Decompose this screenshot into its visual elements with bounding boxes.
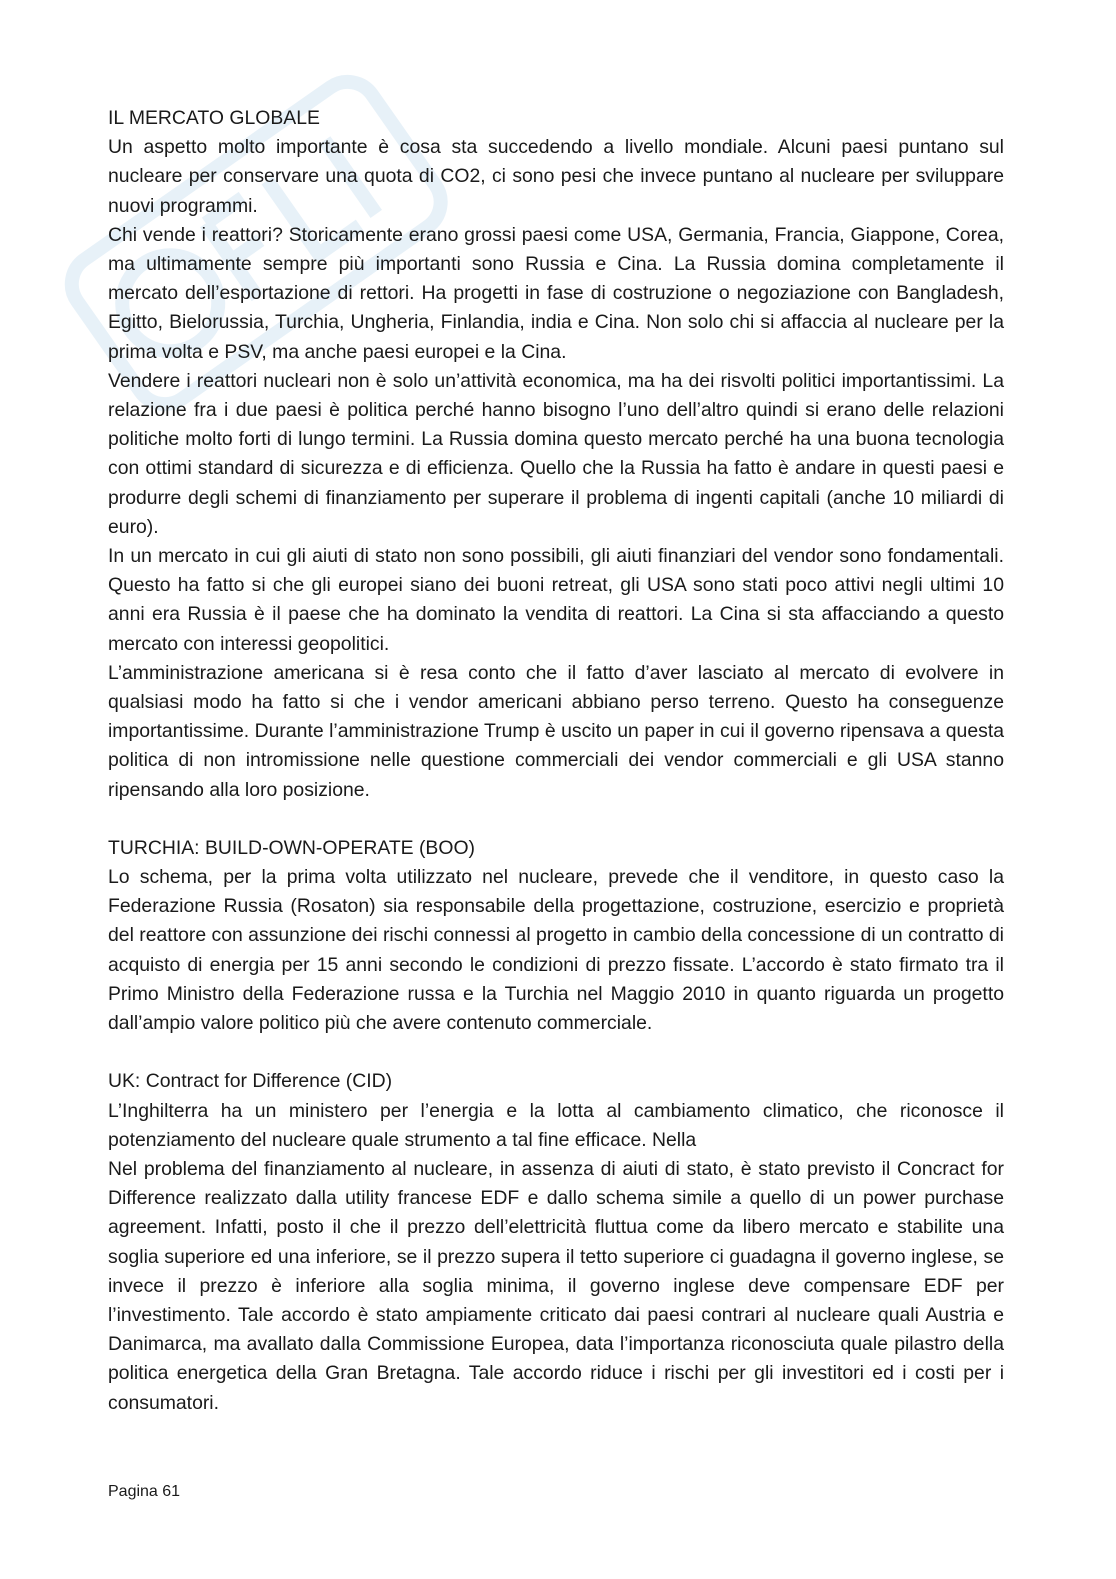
section-mercato-globale: [108, 104, 1004, 805]
section-heading: IL MERCATO GLOBALE: [108, 107, 320, 129]
document-body: [108, 104, 1004, 1418]
section-heading: TURCHIA: BUILD-OWN-OPERATE (BOO): [108, 836, 475, 859]
paragraph: Nel problema del finanziamento al nucleare, in assenza di aiuti di stato, è stato previsto il Concract for Difference realizzato dalla utility francese EDF e dallo schema simile a quello di un power purchase agreement. Infatti, posto il che il prezzo dell’elettricità fluttua come da libero mercato e stabilite una soglia superiore ed una inferiore, se il prezzo supera il tetto superiore ci guadagna il governo inglese, se invece il prezzo è inferiore alla soglia minima, il governo inglese deve compensare EDF per l’investimento. Tale accordo è stato ampiamente criticato dai paesi contrari al nucleare quali Austria e Danimarca, ma avallato dalla Commissione Europea, data l’importanza riconosciuta quale pilastro della politica energetica della Gran Bretagna. Tale accordo riduce i rischi per gli investitori ed i costi per i consumatori.: [108, 1157, 1004, 1414]
paragraph: Chi vende i reattori? Storicamente erano grossi paesi come USA, Germania, Francia, Giappone, Corea, ma ultimamente sempre più importanti sono Russia e Cina. La Russia domina completamente il mercato dell’esportazione di rettori. Ha progetti in fase di costruzione o negoziazione con Bangladesh, Egitto, Bielorussia, Turchia, Ungheria, Finlandia, india e Cina. Non solo chi si affaccia al nucleare per la prima volta e PSV, ma anche paesi europei e la Cina.: [108, 223, 1004, 363]
spacer: [108, 805, 1004, 834]
paragraph: In un mercato in cui gli aiuti di stato non sono possibili, gli aiuti finanziari del vendor sono fondamentali. Questo ha fatto si che gli europei siano dei buoni retreat, gli USA sono stati poco attivi negli ultimi 10 anni era Russia è il paese che ha dominato la vendita di reattori. La Cina si sta affacciando a questo mercato con interessi geopolitici.: [108, 545, 1004, 655]
section-uk-cid: [108, 1067, 1004, 1417]
section-turchia-boo: [108, 834, 1004, 1038]
paragraph: L’amministrazione americana si è resa conto che il fatto d’aver lasciato al mercato di evolvere in qualsiasi modo ha fatto si che i vendor americani abbiano perso terreno. Questo ha conseguenze importantissime. Durante l’amministrazione Trump è uscito un paper in cui il governo ripensava a questa politica di non intromissione nelle questione commerciali dei vendor commerciali e gli USA stanno ripensando alla loro posizione.: [108, 661, 1004, 801]
paragraph: Lo schema, per la prima volta utilizzato nel nucleare, prevede che il venditore, in questo caso la Federazione Russia (Rosaton) sia responsabile della progettazione, costruzione, esercizio e proprietà del reattore con assunzione dei rischi connessi al progetto in cambio della concessione di un contratto di acquisto di energia per 15 anni secondo le condizioni di prezzo fissate. L’accordo è stato firmato tra il Primo Ministro della Federazione russa e la Turchia nel Maggio 2010 in quanto riguarda un progetto dall’ampio valore politico più che avere contenuto commerciale.: [108, 866, 1004, 1035]
paragraph: Vendere i reattori nucleari non è solo un’attività economica, ma ha dei risvolti politici importantissimi. La relazione fra i due paesi è politica perché hanno bisogno l’uno dell’altro quindi si erano delle relazioni politiche molto forti di lungo termini. La Russia domina questo mercato perché ha una buona tecnologia con ottimi standard di sicurezza e di efficienza. Quello che la Russia ha fatto è andare in questi paesi e produrre degli schemi di finanziamento per superare il problema di ingenti capitali (anche 10 miliardi di euro).: [108, 369, 1004, 538]
paragraph: L’Inghilterra ha un ministero per l’energia e la lotta al cambiamento climatico, che riconosce il potenziamento del nucleare quale strumento a tal fine efficace. Nella: [108, 1099, 1004, 1151]
spacer: [108, 1038, 1004, 1067]
paragraph: Un aspetto molto importante è cosa sta succedendo a livello mondiale. Alcuni paesi puntano sul nucleare per conservare una quota di CO2, ci sono pesi che invece puntano al nucleare per sviluppare nuovi programmi.: [108, 136, 1004, 217]
page-number: Pagina 61: [108, 1483, 181, 1500]
section-heading: UK: Contract for Difference (CID): [108, 1070, 393, 1093]
